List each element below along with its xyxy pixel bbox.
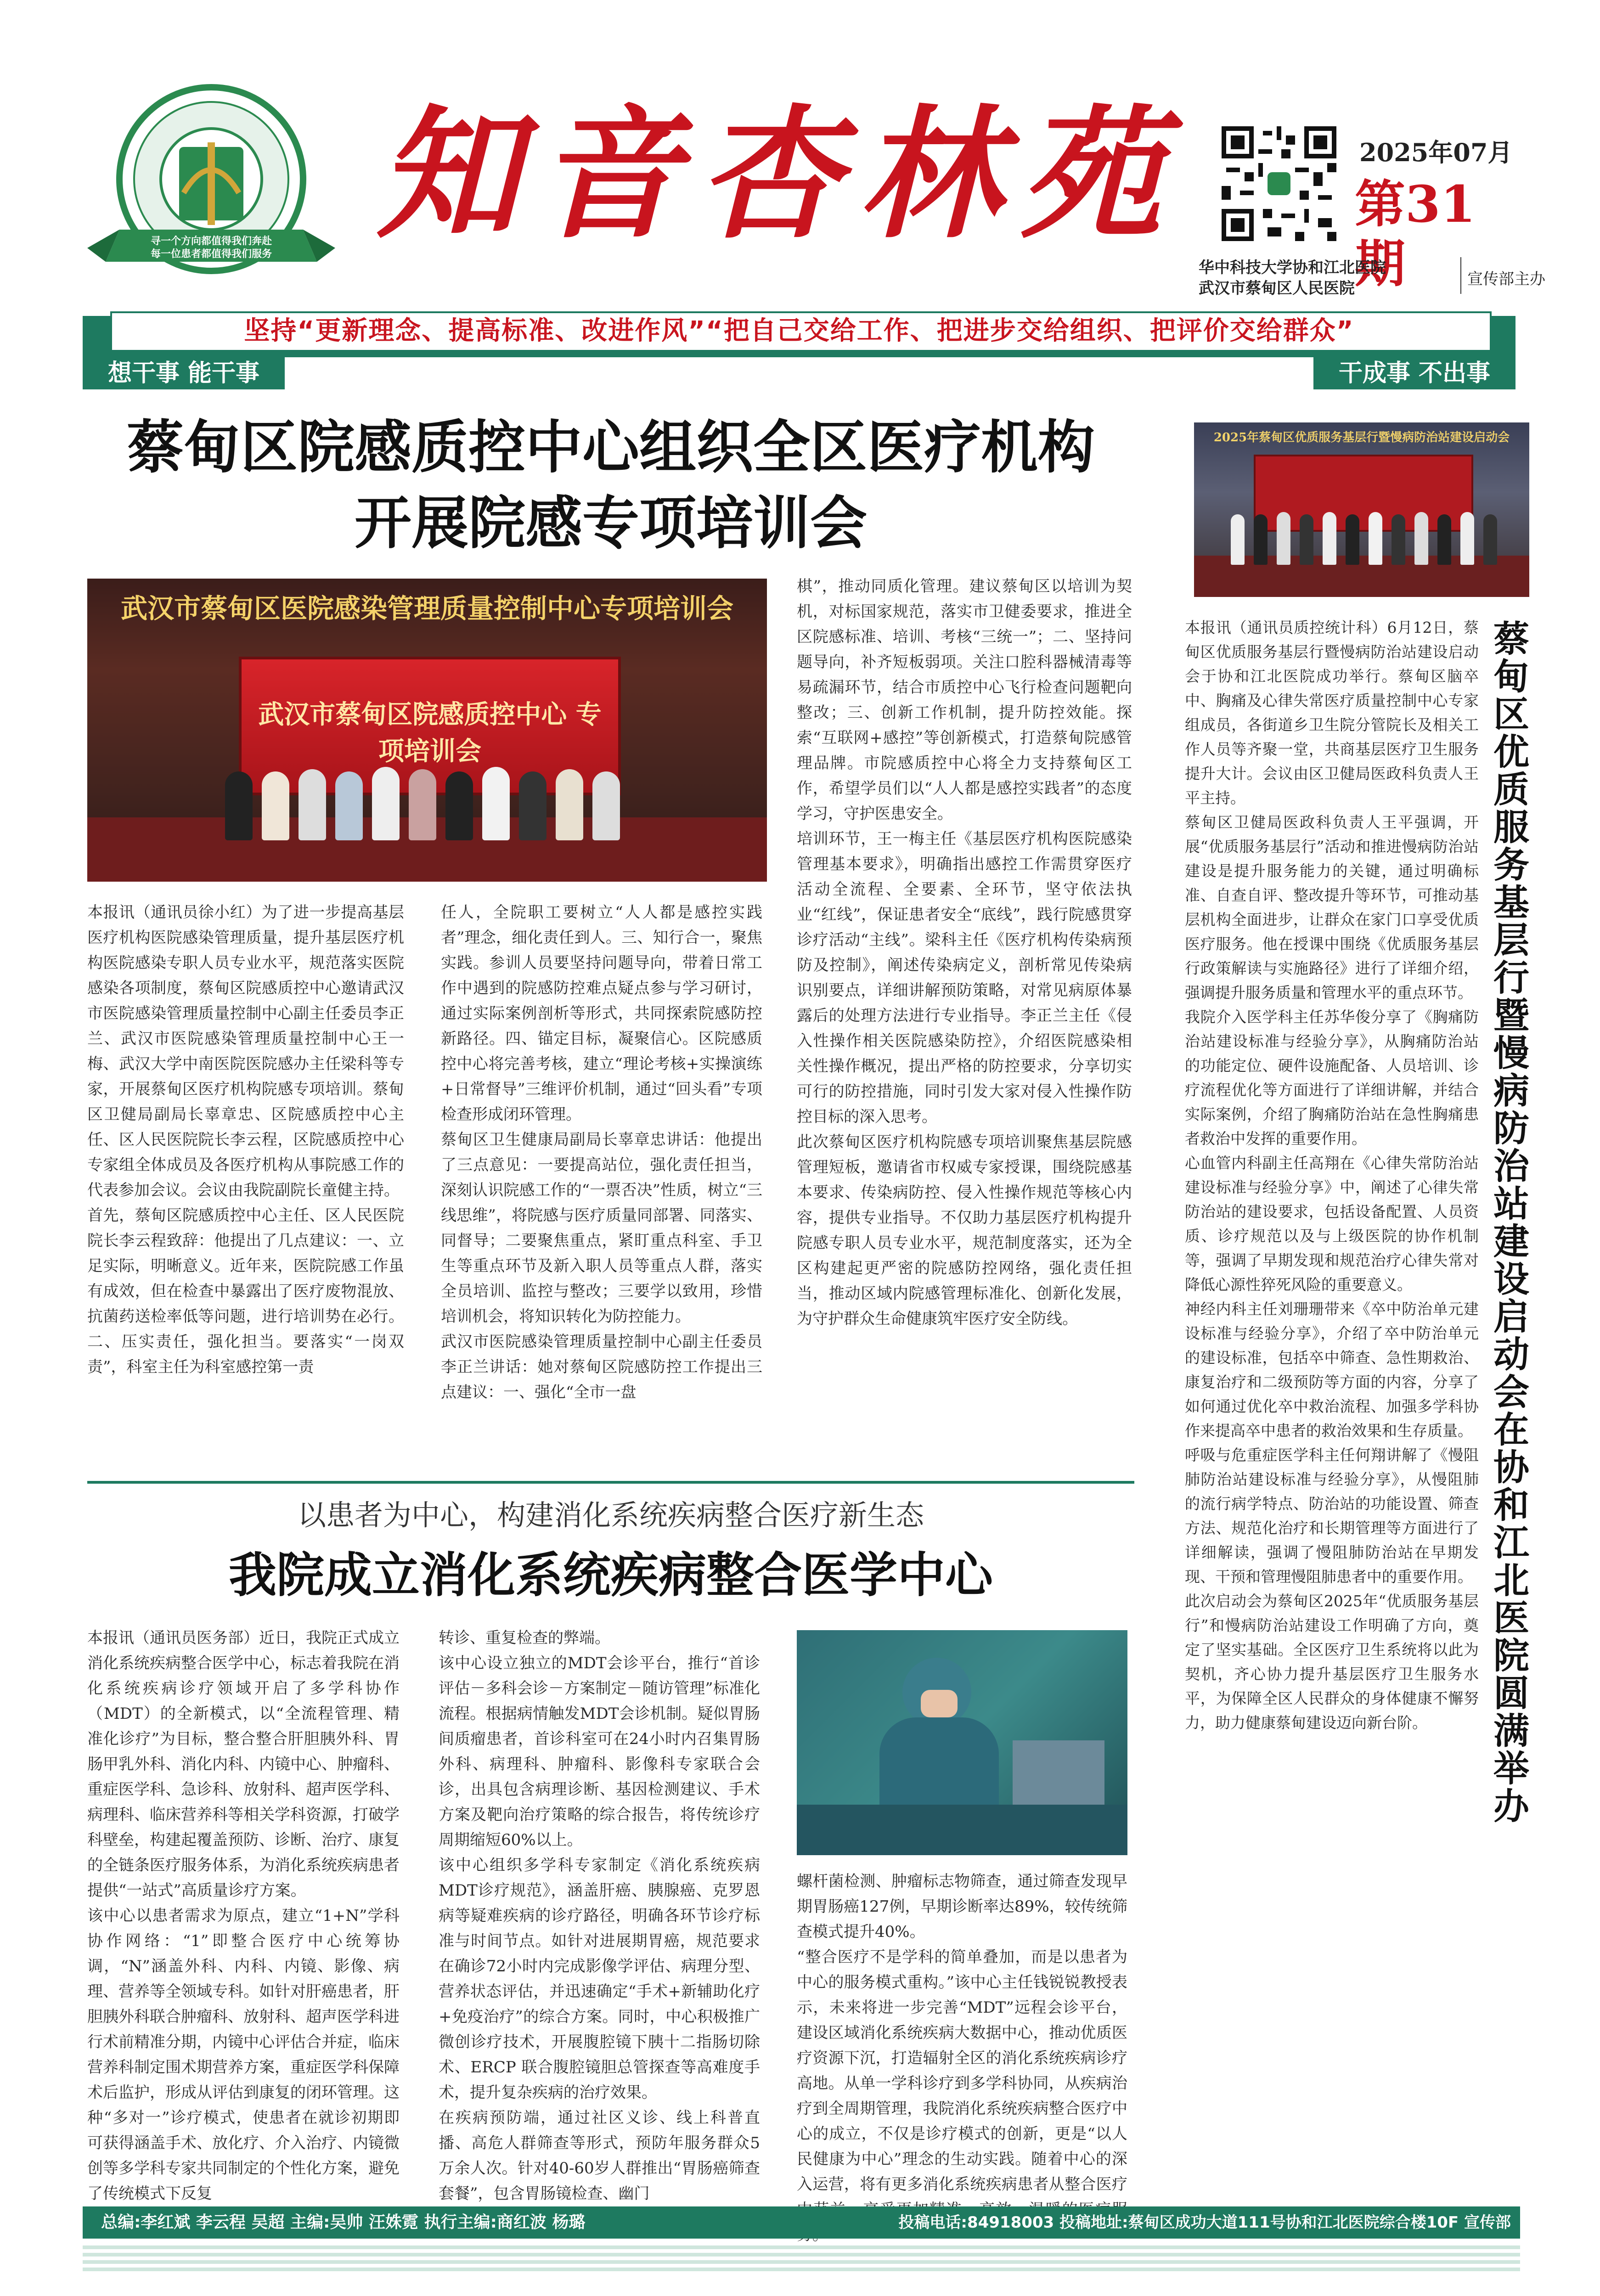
footer-editors: 总编:李红斌 李云程 吴超 主编:吴帅 汪姝霓 执行主编:商红波 杨璐	[101, 2213, 586, 2232]
article2-kicker: 以患者为中心，构建消化系统疾病整合医疗新生态	[297, 1498, 924, 1532]
article1-column-2: 任人，全院职工要树立“人人都是感控实践者”理念，细化责任到人。三、知行合一，聚焦实践。参训人员要坚持问题导向，带着日常工作中遇到的院感防控难点疑点参与学习研讨，通过实际案例剖析等形式，共同探索院感防控新路径。四、锚定目标，凝聚信心。区院感质控中心将完善考核，建立“理论考核+实操演练+日常督导”三维评价机制，通过“回头看”专项检查形成闭环管理。 蔡甸区卫生健康局副局长辜章忠讲话：他提出了三点意见：一要提高站位，强化责任担当，深刻认识院感工作的“一票否决”性质，树立“三线思维”，将院感与医疗质量同部署、同落实、同督导；二要聚焦重点，紧盯重点科室、手卫生等重点环节及新入职人员等重点人群，落实全员培训、监控与整改；三要学以致用，珍惜培训机会，将知识转化为防控能力。 武汉市医院感染管理质量控制中心副主任委员李正兰讲话：她对蔡甸区院感防控工作提出三点建议：一、强化“全市一盘	[441, 903, 762, 1401]
issue-number: 第31期	[1355, 174, 1476, 293]
article1-headline-1: 蔡甸区院感质控中心组织全区医疗机构	[126, 415, 1095, 481]
slogan-right: 干成事 不出事	[1313, 357, 1515, 389]
article3-headline: 蔡甸区优质服务基层行暨慢病防治站建设启动会在协和江北医院圆满举办	[1487, 620, 1529, 1825]
qr-code[interactable]	[1217, 122, 1341, 246]
footer-stripes	[83, 2245, 1520, 2273]
section-divider	[87, 1481, 1134, 1484]
launch-banner-text: 2025年蔡甸区优质服务基层行暨慢病防治站建设启动会	[1213, 431, 1510, 445]
training-meeting-photo	[87, 579, 767, 882]
hospital-logo-icon	[87, 78, 335, 294]
org-name-2: 武汉市蔡甸区人民医院	[1199, 279, 1355, 298]
article1-column-1: 本报讯（通讯员徐小红）为了进一步提高基层医疗机构医院感染管理质量，提升基层医疗机构医院感染专职人员专业水平，规范落实医院感染各项制度，蔡甸区院感质控中心邀请武汉市医院感染管理质量控制中心副主任委员李正兰、武汉市医院感染管理质量控制中心王一梅、武汉大学中南医院医院感办主任梁科等专家，开展蔡甸区医疗机构院感专项培训。蔡甸区卫健局副局长辜章忠、区院感质控中心主任、区人民医院院长李云程，区院感质控中心专家组全体成员及各医疗机构从事院感工作的代表参加会议。会议由我院副院长童健主持。 首先，蔡甸区院感质控中心主任、区人民医院院长李云程致辞：他提出了几点建议：一、立足实际，明晰意义。近年来，医院院感工作虽有成效，但在检查中暴露出了医疗废物混放、抗菌药送检率低等问题，进行培训势在必行。二、压实责任，强化担当。要落实“一岗双责”，科室主任为科室感控第一责	[87, 903, 404, 1376]
article2-headline: 我院成立消化系统疾病整合医学中心	[228, 1547, 993, 1603]
issue-date: 2025年07月	[1359, 138, 1513, 167]
slogan-bar	[83, 311, 1515, 357]
surgery-photo	[797, 1630, 1127, 1855]
masthead	[0, 0, 1600, 303]
footer-bar	[83, 2206, 1520, 2239]
org-name-1: 华中科技大学协和江北医院	[1199, 259, 1386, 277]
slogan-text: 坚持“更新理念、提高标准、改进作风”“把自己交给工作、把进步交给组织、把评价交给群众”	[244, 316, 1354, 346]
hospital-logo	[87, 78, 335, 294]
slogan-left: 想干事 能干事	[83, 357, 285, 389]
article2-column-1: 本报讯（通讯员医务部）近日，我院正式成立消化系统疾病整合医学中心，标志着我院在消化系统疾病诊疗领域开启了多学科协作（MDT）的全新模式，以“全流程管理、精准化诊疗”为目标，整合整合肝胆胰外科、胃肠甲乳外科、消化内科、内镜中心、肿瘤科、重症医学科、急诊科、放射科、超声医学科、病理科、临床营养科等相关学科资源，打破学科壁垒，构建起覆盖预防、诊断、治疗、康复的全链条医疗服务体系，为消化系统疾病患者提供“一站式”高质量诊疗方案。 该中心以患者需求为原点，建立“1+N”学科协作网络：“1”即整合医疗中心统筹协调，“N”涵盖外科、内科、内镜、影像、病理、营养等全领域专科。如针对肝癌患者，肝胆胰外科联合肿瘤科、放射科、超声医学科进行术前精准分期，内镜中心评估合并症，临床营养科制定围术期营养方案，重症医学科保障术后监护，形成从评估到康复的闭环管理。这种“多对一”诊疗模式，使患者在就诊初期即可获得涵盖手术、放化疗、介入治疗、内镜微创等多学科专家共同制定的个性化方案，避免了传统模式下反复	[87, 1629, 400, 2203]
launch-meeting-photo	[1194, 422, 1529, 597]
footer-contact: 投稿电话:84918003 投稿地址:蔡甸区成功大道111号协和江北医院综合楼10F 宣传部	[898, 2213, 1511, 2232]
logo-tagline-1: 寻一个方向都值得我们奔赴	[150, 236, 272, 247]
article3-body: 本报讯（通讯员质控统计科）6月12日，蔡甸区优质服务基层行暨慢病防治站建设启动会于协和江北医院成功举行。蔡甸区脑卒中、胸痛及心律失常医疗质量控制中心专家组成员，各街道乡卫生院分管院长及相关工作人员等齐聚一堂，共商基层医疗卫生服务提升大计。会议由区卫健局医政科负责人王平主持。 蔡甸区卫健局医政科负责人王平强调，开展“优质服务基层行”活动和推进慢病防治站建设是提升服务能力的关键，通过明确标准、自查自评、整改提升等环节，可推动基层机构全面进步，让群众在家门口享受优质医疗服务。他在授课中围绕《优质服务基层行政策解读与实施路径》进行了详细介绍，强调提升服务质量和管理水平的重点环节。 我院介入医学科主任苏华俊分享了《胸痛防治站建设标准与经验分享》，从胸痛防治站的功能定位、硬件设施配备、人员培训、诊疗流程优化等方面进行了详细讲解，并结合实际案例，介绍了胸痛防治站在急性胸痛患者救治中发挥的重要作用。 心血管内科副主任高翔在《心律失常防治站建设标准与经验分享》中，阐述了心律失常防治站的建设要求，包括设备配置、人员资质、诊疗规范以及与上级医院的协作机制等，强调了早期发现和规范治疗心律失常对降低心源性猝死风险的重要意义。 神经内科主任刘珊珊带来《卒中防治单元建设标准与经验分享》，介绍了卒中防治单元的建设标准，包括卒中筛查、急性期救治、康复治疗和二级预防等方面的内容，分享了如何通过优化卒中救治流程、加强多学科协作来提高卒中患者的救治效果和生存质量。 呼吸与危重症医学科主任何翔讲解了《慢阻肺防治站建设标准与经验分享》，从慢阻肺的流行病学特点、防治站的功能设置、筛查方法、规范化治疗和长期管理等方面进行了详细解读，强调了慢阻肺防治站在早期发现、干预和管理慢阻肺患者中的重要作用。 此次启动会为蔡甸区2025年“优质服务基层行”和慢病防治站建设工作明确了方向，奠定了坚实基础。全区医疗卫生系统将以此为契机，齐心协力提升基层医疗卫生服务水平，为保障全区人民群众的身体健康不懈努力，助力健康蔡甸建设迈向新台阶。	[1185, 619, 1479, 1732]
article1-headline-2: 开展院感专项培训会	[354, 490, 867, 557]
article1-column-3: 棋”，推动同质化管理。建议蔡甸区以培训为契机，对标国家规范，落实市卫健委要求，推进全区院感标准、培训、考核“三统一”；二、坚持问题导向，补齐短板弱项。关注口腔科器械清毒等易疏漏环节，结合市质控中心飞行检查问题靶向整改；三、创新工作机制，提升防控效能。探索“互联网+感控”等创新模式，打造蔡甸院感管理品牌。市院感质控中心将全力支持蔡甸区工作，希望学员们以“人人都是感控实践者”的态度学习，守护医患安全。 培训环节，王一梅主任《基层医疗机构医院感染管理基本要求》，明确指出感控工作需贯穿医疗活动全流程、全要素、全环节，坚守依法执业“红线”，保证患者安全“底线”，践行院感贯穿诊疗活动“主线”。梁科主任《医疗机构传染病预防及控制》，阐述传染病定义，剖析常见传染病识别要点，详细讲解预防策略，对常见病原体暴露后的处理方法进行专业指导。李正兰主任《侵入性操作相关医院感染防控》，介绍医院感染相关性操作概况，提出严格的防控要求，分享切实可行的防控措施，同时引发大家对侵入性操作防控目标的深入思考。 此次蔡甸区医疗机构院感专项培训聚焦基层院感管理短板，邀请省市权威专家授课，围绕院感基本要求、传染病防控、侵入性操作规范等核心内容，提供专业指导。不仅助力基层医疗机构提升院感专职人员专业水平，规范制度落实，还为全区构建起更严密的院感防控网络，强化责任担当，推动区域内院感管理标准化、创新化发展，为守护群众生命健康筑牢医疗安全防线。	[797, 577, 1132, 1328]
logo-tagline-2: 每一位患者都值得我们服务	[150, 248, 272, 260]
screen-text: 武汉市蔡甸区院感质控中心 专项培训会	[258, 699, 602, 766]
newspaper-title: 知音杏林苑	[377, 91, 1180, 258]
article2-column-3: 螺杆菌检测、肿瘤标志物筛查，通过筛查发现早期胃肠癌127例，早期诊断率达89%，较传统筛查模式提升40%。 “整合医疗不是学科的简单叠加，而是以患者为中心的服务模式重构。”该中心主任钱锐锐教授表示，未来将进一步完善“MDT”远程会诊平台，建设区域消化系统疾病大数据中心，推动优质医疗资源下沉，打造辐射全区的消化系统疾病诊疗高地。从单一学科诊疗到多学科协同，从疾病治疗到全周期管理，我院消化系统疾病整合医疗中心的成立，不仅是诊疗模式的创新，更是“以人民健康为中心”理念的生动实践。随着中心的深入运营，将有更多消化系统疾病患者从整合医疗	[797, 1872, 1127, 2194]
photo-banner-text: 武汉市蔡甸区医院感染管理质量控制中心专项培训会	[120, 593, 733, 624]
sponsor: 宣传部主办	[1467, 270, 1545, 288]
article2-column-2: 转诊、重复检查的弊端。 该中心设立独立的MDT会诊平台，推行“首诊评估－多科会诊－方案制定－随访管理”标准化流程。根据病情触发MDT会诊机制。疑似胃肠间质瘤患者，首诊科室可在24小时内召集胃肠外科、病理科、肿瘤科、影像科专家联合会诊，出具包含病理诊断、基因检测建议、手术方案及靶向治疗策略的综合报告，将传统诊疗周期缩短60%以上。 该中心组织多学科专家制定《消化系统疾病MDT诊疗规范》，涵盖肝癌、胰腺癌、克罗恩病等疑难疾病的诊疗路径，明确各环节诊疗标准与时间节点。如针对进展期胃癌，规范要求在确诊72小时内完成影像学评估、病理分型、营养状态评估，并迅速确定“手术+新辅助化疗+免疫治疗”的综合方案。同时，中心积极推广微创诊疗技术，开展腹腔镜下胰十二指肠切除术、ERCP 联合腹腔镜胆总管探查等高难度手术，提升复杂疾病的治疗效果。 在疾病预防端，通过社区义诊、线上科普直播、高危人群筛查等形式，预防年服务群众5万余人次。针对40-60岁人群推出“胃肠癌筛查套餐”，包含胃肠镜检查、幽门	[439, 1629, 760, 2203]
